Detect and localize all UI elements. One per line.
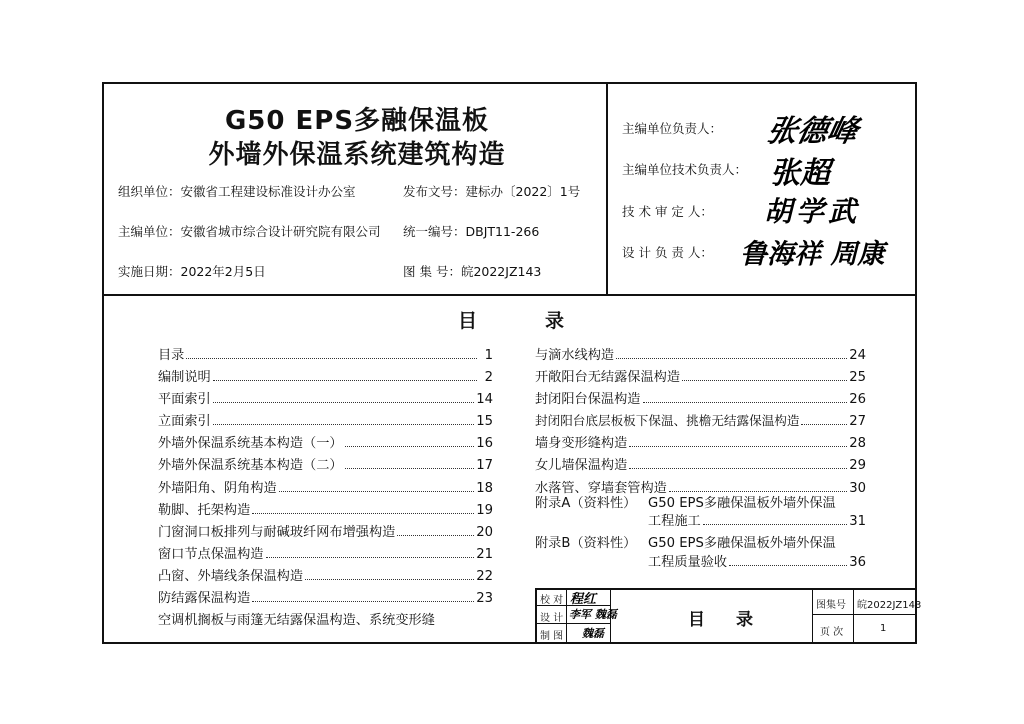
role-reviewer: 技 术 审 定 人： [622,204,713,219]
atlas-number-value: 皖2022JZ143 [857,600,922,611]
toc-entry[interactable] [158,344,493,366]
signature-chief-unit: 张德峰 [763,114,861,149]
effective-date: 实施日期：2022年2月5日 [118,264,266,279]
toc-entry-page: 24 [849,348,866,363]
toc-entry-title: 外墙外保温系统基本构造（二） [158,458,343,474]
signature-reviewer: 胡学武 [764,195,861,228]
toc-entry[interactable] [158,565,493,587]
dot-leader [682,380,847,381]
appendix-b-label[interactable]: 附录B（资料性） [535,536,637,551]
toc-entry-title: 门窗洞口板排列与耐碱玻纤网布增强构造 [158,524,396,540]
appendix-b-entry[interactable] [648,551,866,573]
toc-entry-title: 开敞阳台无结露保温构造 [535,370,681,386]
appendix-b-title[interactable]: G50 EPS多融保温板外墙外保温 [648,536,836,551]
draw-label: 制 图 [540,631,564,642]
toc-entry[interactable] [158,454,493,476]
dot-leader [186,358,477,359]
dot-leader [629,468,847,469]
unified-number: 统一编号：DBJT11-266 [403,224,540,239]
toc-entry-title: 封闭阳台保温构造 [535,392,641,408]
doc-number: 发布文号：建标办〔2022〕1号 [403,184,581,199]
toc-entry-page: 1 [484,348,493,363]
appendix-a-label[interactable]: 附录A（资料性） [535,496,637,511]
title-block-line [566,588,567,644]
toc-heading-mu: 目 [458,310,478,332]
toc-entry[interactable] [158,477,493,499]
toc-entry-title: 立面索引 [158,414,211,430]
atlas-number: 图 集 号：皖2022JZ143 [403,264,542,279]
title-line-1: G50 EPS多融保温板 [224,106,490,136]
toc-entry[interactable] [158,366,493,388]
toc-entry[interactable] [158,499,493,521]
toc-entry[interactable] [535,344,866,366]
toc-entry-page: 17 [476,458,493,474]
toc-entry-page: 29 [849,458,866,474]
dot-leader [703,524,847,525]
toc-entry[interactable] [158,388,493,410]
toc-entry-title: 空调机搁板与雨篷无结露保温构造、系统变形缝 [158,613,435,629]
toc-entry-page: 22 [476,568,493,584]
page-value: 1 [880,623,887,634]
toc-entry-page: 30 [849,480,866,496]
toc-entry-title: 女儿墙保温构造 [535,458,628,474]
toc-heading-lu: 录 [545,310,565,332]
toc-entry-page: 31 [849,514,866,529]
toc-entry-page: 26 [849,392,866,408]
toc-entry-page: 15 [476,414,493,430]
dot-leader [629,446,847,447]
toc-entry-title: 外墙阳角、阴角构造 [158,480,277,496]
appendix-a-title[interactable]: G50 EPS多融保温板外墙外保温 [648,496,836,511]
toc-right-column [535,344,866,499]
toc-entry-page: 23 [476,591,493,607]
toc-entry[interactable] [535,454,866,476]
toc-entry-title: 编制说明 [158,370,211,386]
toc-entry[interactable] [535,366,866,388]
toc-entry-page: 19 [476,502,493,518]
draw-signature: 魏磊 [582,627,604,640]
dot-leader [801,424,847,425]
dot-leader [345,468,475,469]
toc-entry-title: 工程质量验收 [648,555,728,570]
dot-leader [213,402,474,403]
toc-entry-page: 25 [849,370,866,386]
toc-entry-title: 水落管、穿墙套管构造 [535,480,667,496]
dot-leader [213,424,474,425]
toc-entry-title: 凸窗、外墙线条保温构造 [158,568,304,584]
dot-leader [397,535,474,536]
check-label: 校 对 [540,595,564,606]
toc-entry[interactable] [158,521,493,543]
toc-entry-title: 窗口节点保温构造 [158,546,264,562]
title-line-2: 外墙外保温系统建筑构造 [208,140,506,170]
header-divider [102,294,917,296]
signature-design-lead: 鲁海祥 周康 [740,239,885,270]
org-unit: 组织单位：安徽省工程建设标准设计办公室 [118,184,356,199]
design-signature: 李军 魏磊 [569,608,617,621]
toc-entry-page: 2 [484,370,493,386]
role-design-lead: 设 计 负 责 人： [622,245,713,260]
toc-entry[interactable] [535,432,866,454]
role-chief-unit: 主编单位负责人： [622,121,723,136]
editor-unit: 主编单位：安徽省城市综合设计研究院有限公司 [118,224,381,239]
toc-entry[interactable] [158,543,493,565]
toc-entry[interactable] [158,432,493,454]
dot-leader [252,601,474,602]
appendix-a-entry[interactable] [648,510,866,532]
toc-entry[interactable] [535,410,866,432]
role-tech-lead: 主编单位技术负责人： [622,162,748,177]
check-signature: 程红 [570,592,597,607]
design-label: 设 计 [540,613,564,624]
toc-entry-title: 目录 [158,348,185,363]
toc-entry-page: 16 [476,436,493,452]
toc-entry-page: 28 [849,436,866,452]
title-block-line [812,588,813,644]
dot-leader [729,565,847,566]
sheet-title-mu: 目 [688,610,705,630]
toc-entry-continued[interactable] [158,609,493,631]
dot-leader [616,358,847,359]
dot-leader [252,513,474,514]
atlas-number-label: 图集号 [816,600,846,611]
toc-left-column [158,344,493,631]
toc-entry-page: 20 [476,524,493,540]
toc-entry[interactable] [158,410,493,432]
toc-entry[interactable] [535,388,866,410]
toc-entry-title: 工程施工 [648,514,701,529]
toc-entry-page: 27 [849,414,866,430]
toc-entry[interactable] [158,587,493,609]
toc-entry-title: 墙身变形缝构造 [535,436,628,452]
toc-entry-title: 勒脚、托架构造 [158,502,251,518]
toc-entry-title: 平面索引 [158,392,211,408]
dot-leader [213,380,477,381]
toc-entry-title: 外墙外保温系统基本构造（一） [158,436,343,452]
sheet-title-lu: 录 [736,610,753,630]
dot-leader [305,579,474,580]
toc-entry-page: 14 [476,392,493,408]
toc-entry-page: 18 [476,480,493,496]
title-block-line [812,614,917,615]
signature-tech-lead: 张超 [770,156,830,191]
page-label: 页 次 [820,627,844,638]
toc-entry-title: 防结露保温构造 [158,591,251,607]
toc-entry-title: 封闭阳台底层板板下保温、挑檐无结露保温构造 [535,413,800,429]
dot-leader [266,557,475,558]
title-block-line [853,588,854,644]
toc-entry-page: 36 [849,555,866,570]
header-vertical-divider [606,82,608,295]
dot-leader [643,402,848,403]
toc-entry-title: 与滴水线构造 [535,348,615,363]
toc-entry-page: 21 [476,546,493,562]
dot-leader [279,491,475,492]
dot-leader [345,446,475,447]
